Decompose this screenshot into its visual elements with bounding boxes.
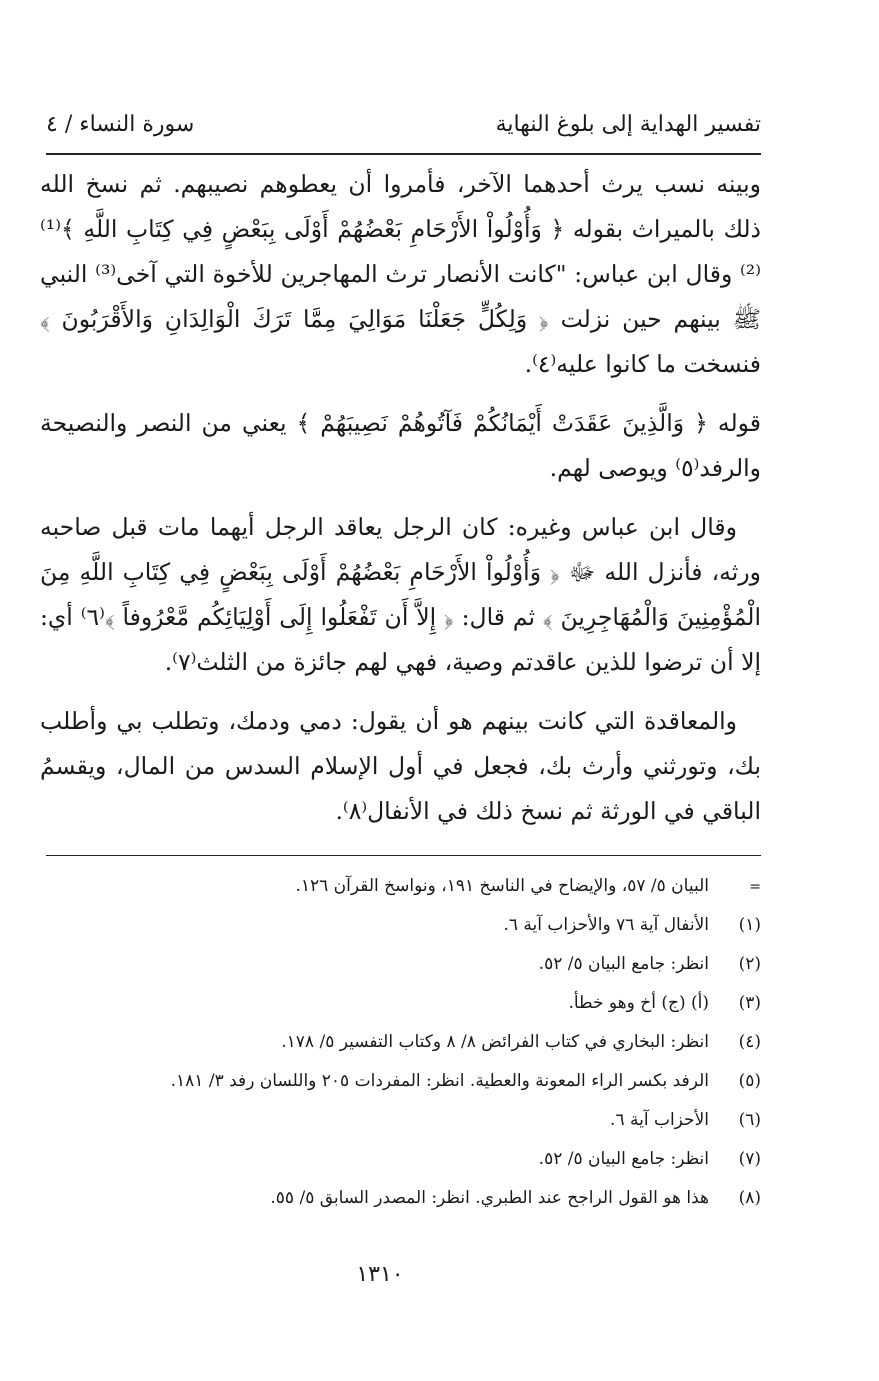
paragraph: وقال ابن عباس وغيره: كان الرجل يعاقد الرجل أيهما مات قبل صاحبه ورثه، فأنزل الله ﷻ ﴿ وَأُوْلُواْ الأَرْحَامِ بَعْضُهُمْ أَوْلَى بِبَعْضٍ فِي كِتَابِ اللَّهِ مِنَ الْمُؤْمِنِينَ وَالْمُهَاجِرِينَ ﴾ ثم قال: ﴿ إِلاَّ أَن تَفْعَلُوا إِلَى أَوْلِيَائِكُم مَّعْرُوفاً ﴾⁽٦⁾ أي: إلا أن ترضوا للذين عاقدتم وصية، فهي لهم جائزة من الثلث⁽٧⁾.: [40, 513, 761, 676]
footnote-item: [60, 1032, 761, 1071]
footnote-divider: [46, 855, 761, 856]
page-number: ١٣١٠: [356, 1262, 404, 1287]
footnote-item: [60, 1071, 761, 1110]
footnote-text: انظر: جامع البيان ٥/ ٥٢.: [538, 1149, 709, 1169]
footnote-item: [60, 876, 761, 915]
running-header: [46, 112, 761, 152]
footnote-number: (٤): [738, 1032, 761, 1052]
footnote-number: (٣): [738, 993, 761, 1013]
footnote-number: (٥): [738, 1071, 761, 1091]
footnote-number: (٨): [738, 1188, 761, 1208]
footnote-number: (٧): [738, 1149, 761, 1169]
footnote-item: [60, 1110, 761, 1149]
footnote-item: [60, 1149, 761, 1188]
footnote-item: [60, 1188, 761, 1227]
paragraph: والمعاقدة التي كانت بينهم هو أن يقول: دمي ودمك، وتطلب بي وأطلب بك، وتورثني وأرث بك، فجعل في أول الإسلام السدس من المال، ويقسمُ الباقي في الورثة ثم نسخ ذلك في الأنفال⁽٨⁾.: [40, 707, 761, 825]
footnote-text: الرفد بكسر الراء المعونة والعطية. انظر: المفردات ٢٠٥ واللسان رفد ٣/ ١٨١.: [170, 1071, 709, 1091]
footnote-number: (٢): [738, 954, 761, 974]
footnote-number: =: [749, 879, 761, 895]
footnote-item: [60, 915, 761, 954]
main-text: [40, 162, 761, 848]
paragraph: قوله ﴿ وَالَّذِينَ عَقَدَتْ أَيْمَانُكُمْ فَآتُوهُمْ نَصِيبَهُمْ ﴾ يعني من النصر والنصيحة والرفد⁽٥⁾ ويوصى لهم.: [40, 409, 761, 482]
footnote-number: (٦): [738, 1110, 761, 1130]
footnote-number: (١): [738, 915, 761, 935]
footnote-item: [60, 954, 761, 993]
footnote-item: [60, 993, 761, 1032]
footnote-text: الأنفال آية ٧٦ والأحزاب آية ٦.: [503, 915, 709, 935]
paragraph: وبينه نسب يرث أحدهما الآخر، فأمروا أن يعطوهم نصيبهم. ثم نسخ الله ذلك بالميراث بقوله ﴿ وَأُوْلُواْ الأَرْحَامِ بَعْضُهُمْ أَوْلَى بِبَعْضٍ فِي كِتَابِ اللَّهِ ﴾⁽¹⁾⁽²⁾ وقال ابن عباس: "كانت الأنصار ترث المهاجرين للأخوة التي آخى⁽³⁾ النبي ﷺ بينهم حين نزلت ﴿ وَلِكُلٍّ جَعَلْنَا مَوَالِيَ مِمَّا تَرَكَ الْوَالِدَانِ وَالأَقْرَبُونَ ﴾ فنسخت ما كانوا عليه⁽٤⁾.: [40, 170, 761, 378]
book-title: تفسير الهداية إلى بلوغ النهاية: [495, 112, 761, 137]
footnote-text: (أ) (ج) أخ وهو خطأ.: [568, 993, 709, 1013]
footnote-text: الأحزاب آية ٦.: [610, 1110, 709, 1130]
footnote-text: هذا هو القول الراجح عند الطبري. انظر: المصدر السابق ٥/ ٥٥.: [270, 1188, 709, 1208]
header-divider: [46, 153, 761, 155]
footnote-text: انظر: البخاري في كتاب الفرائض ٨/ ٨ وكتاب التفسير ٥/ ١٧٨.: [281, 1032, 709, 1052]
footnote-text: انظر: جامع البيان ٥/ ٥٢.: [538, 954, 709, 974]
footnote-text: البيان ٥/ ٥٧، والإيضاح في الناسخ ١٩١، ونواسخ القرآن ١٢٦.: [295, 876, 709, 896]
surah-label: سورة النساء / ٤: [46, 112, 195, 137]
footnotes: [60, 876, 761, 1227]
